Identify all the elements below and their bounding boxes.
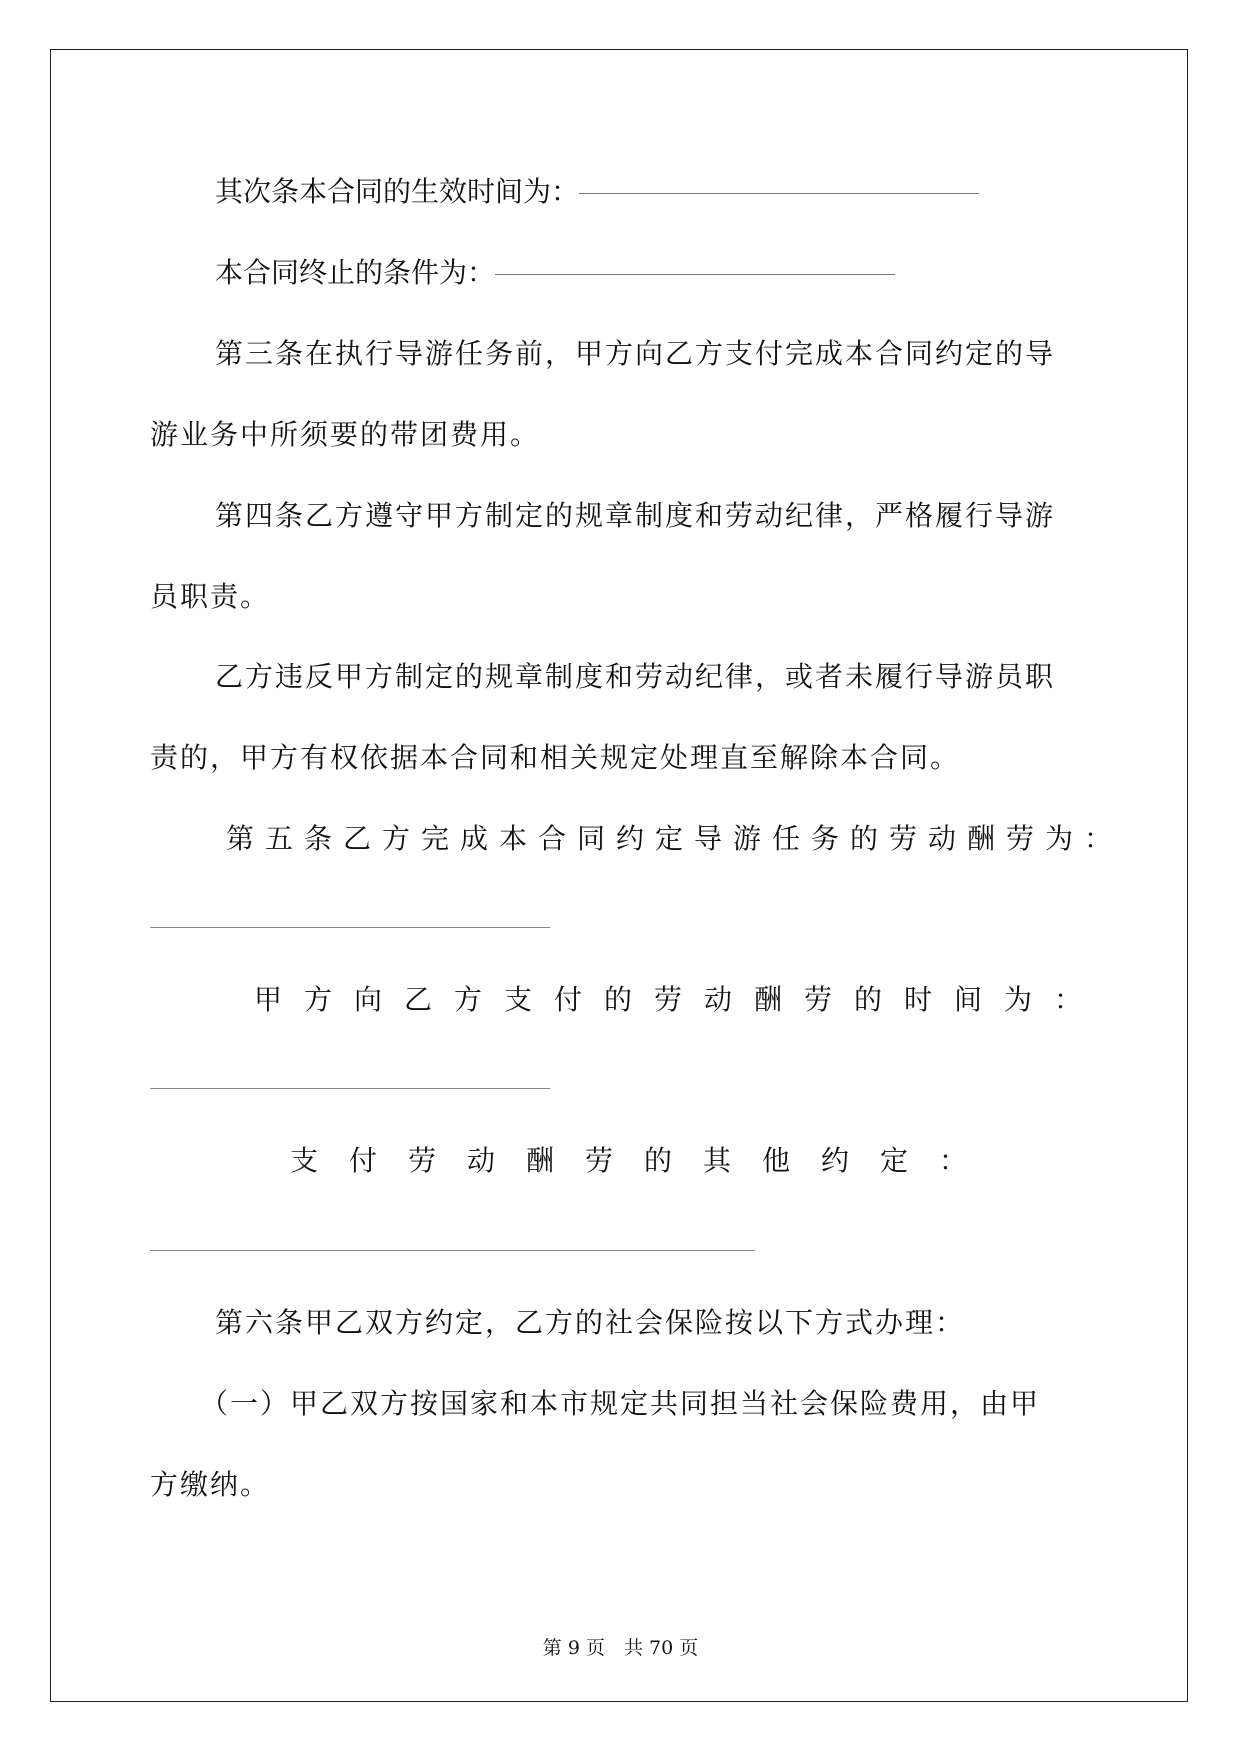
paragraph-line: 员职责。 (150, 580, 271, 613)
clause-text: 本合同终止的条件为： (215, 256, 496, 289)
paragraph-line: 责的，甲方有权依据本合同和相关规定处理直至解除本合同。 (150, 741, 961, 774)
clause-effective-time (215, 176, 979, 208)
fill-in-blank[interactable] (150, 927, 550, 928)
clause-termination-condition (215, 257, 895, 289)
fill-in-blank[interactable] (579, 192, 979, 194)
clause-text: 其次条本合同的生效时间为： (215, 175, 580, 208)
paragraph-line: 第三条在执行导游任务前，甲方向乙方支付完成本合同约定的导 (215, 337, 1056, 370)
page-number: 第 9 页 共 70 页 (542, 1637, 699, 1659)
fill-in-blank[interactable] (495, 273, 895, 275)
paragraph-line: 第六条甲乙双方约定，乙方的社会保险按以下方式办理： (215, 1306, 966, 1339)
paragraph-line: 第四条乙方遵守甲方制定的规章制度和劳动纪律，严格履行导游 (215, 499, 1056, 532)
paragraph-line: 方缴纳。 (150, 1468, 271, 1501)
fill-in-blank[interactable] (150, 1088, 550, 1089)
paragraph-line: 游业务中所须要的带团费用。 (150, 418, 541, 451)
fill-in-blank[interactable] (150, 1250, 755, 1251)
paragraph-line: 第五条乙方完成本合同约定导游任务的劳动酬劳为： (226, 822, 1124, 855)
paragraph-line: （一）甲乙双方按国家和本市规定共同担当社会保险费用，由甲 (200, 1387, 1041, 1420)
paragraph-line: 甲方向乙方支付的劳动酬劳的时间为： (254, 983, 1105, 1016)
paragraph-line: 支付劳动酬劳的其他约定： (290, 1144, 999, 1177)
page-border (50, 49, 1188, 1702)
paragraph-line: 乙方违反甲方制定的规章制度和劳动纪律，或者未履行导游员职 (215, 660, 1056, 693)
